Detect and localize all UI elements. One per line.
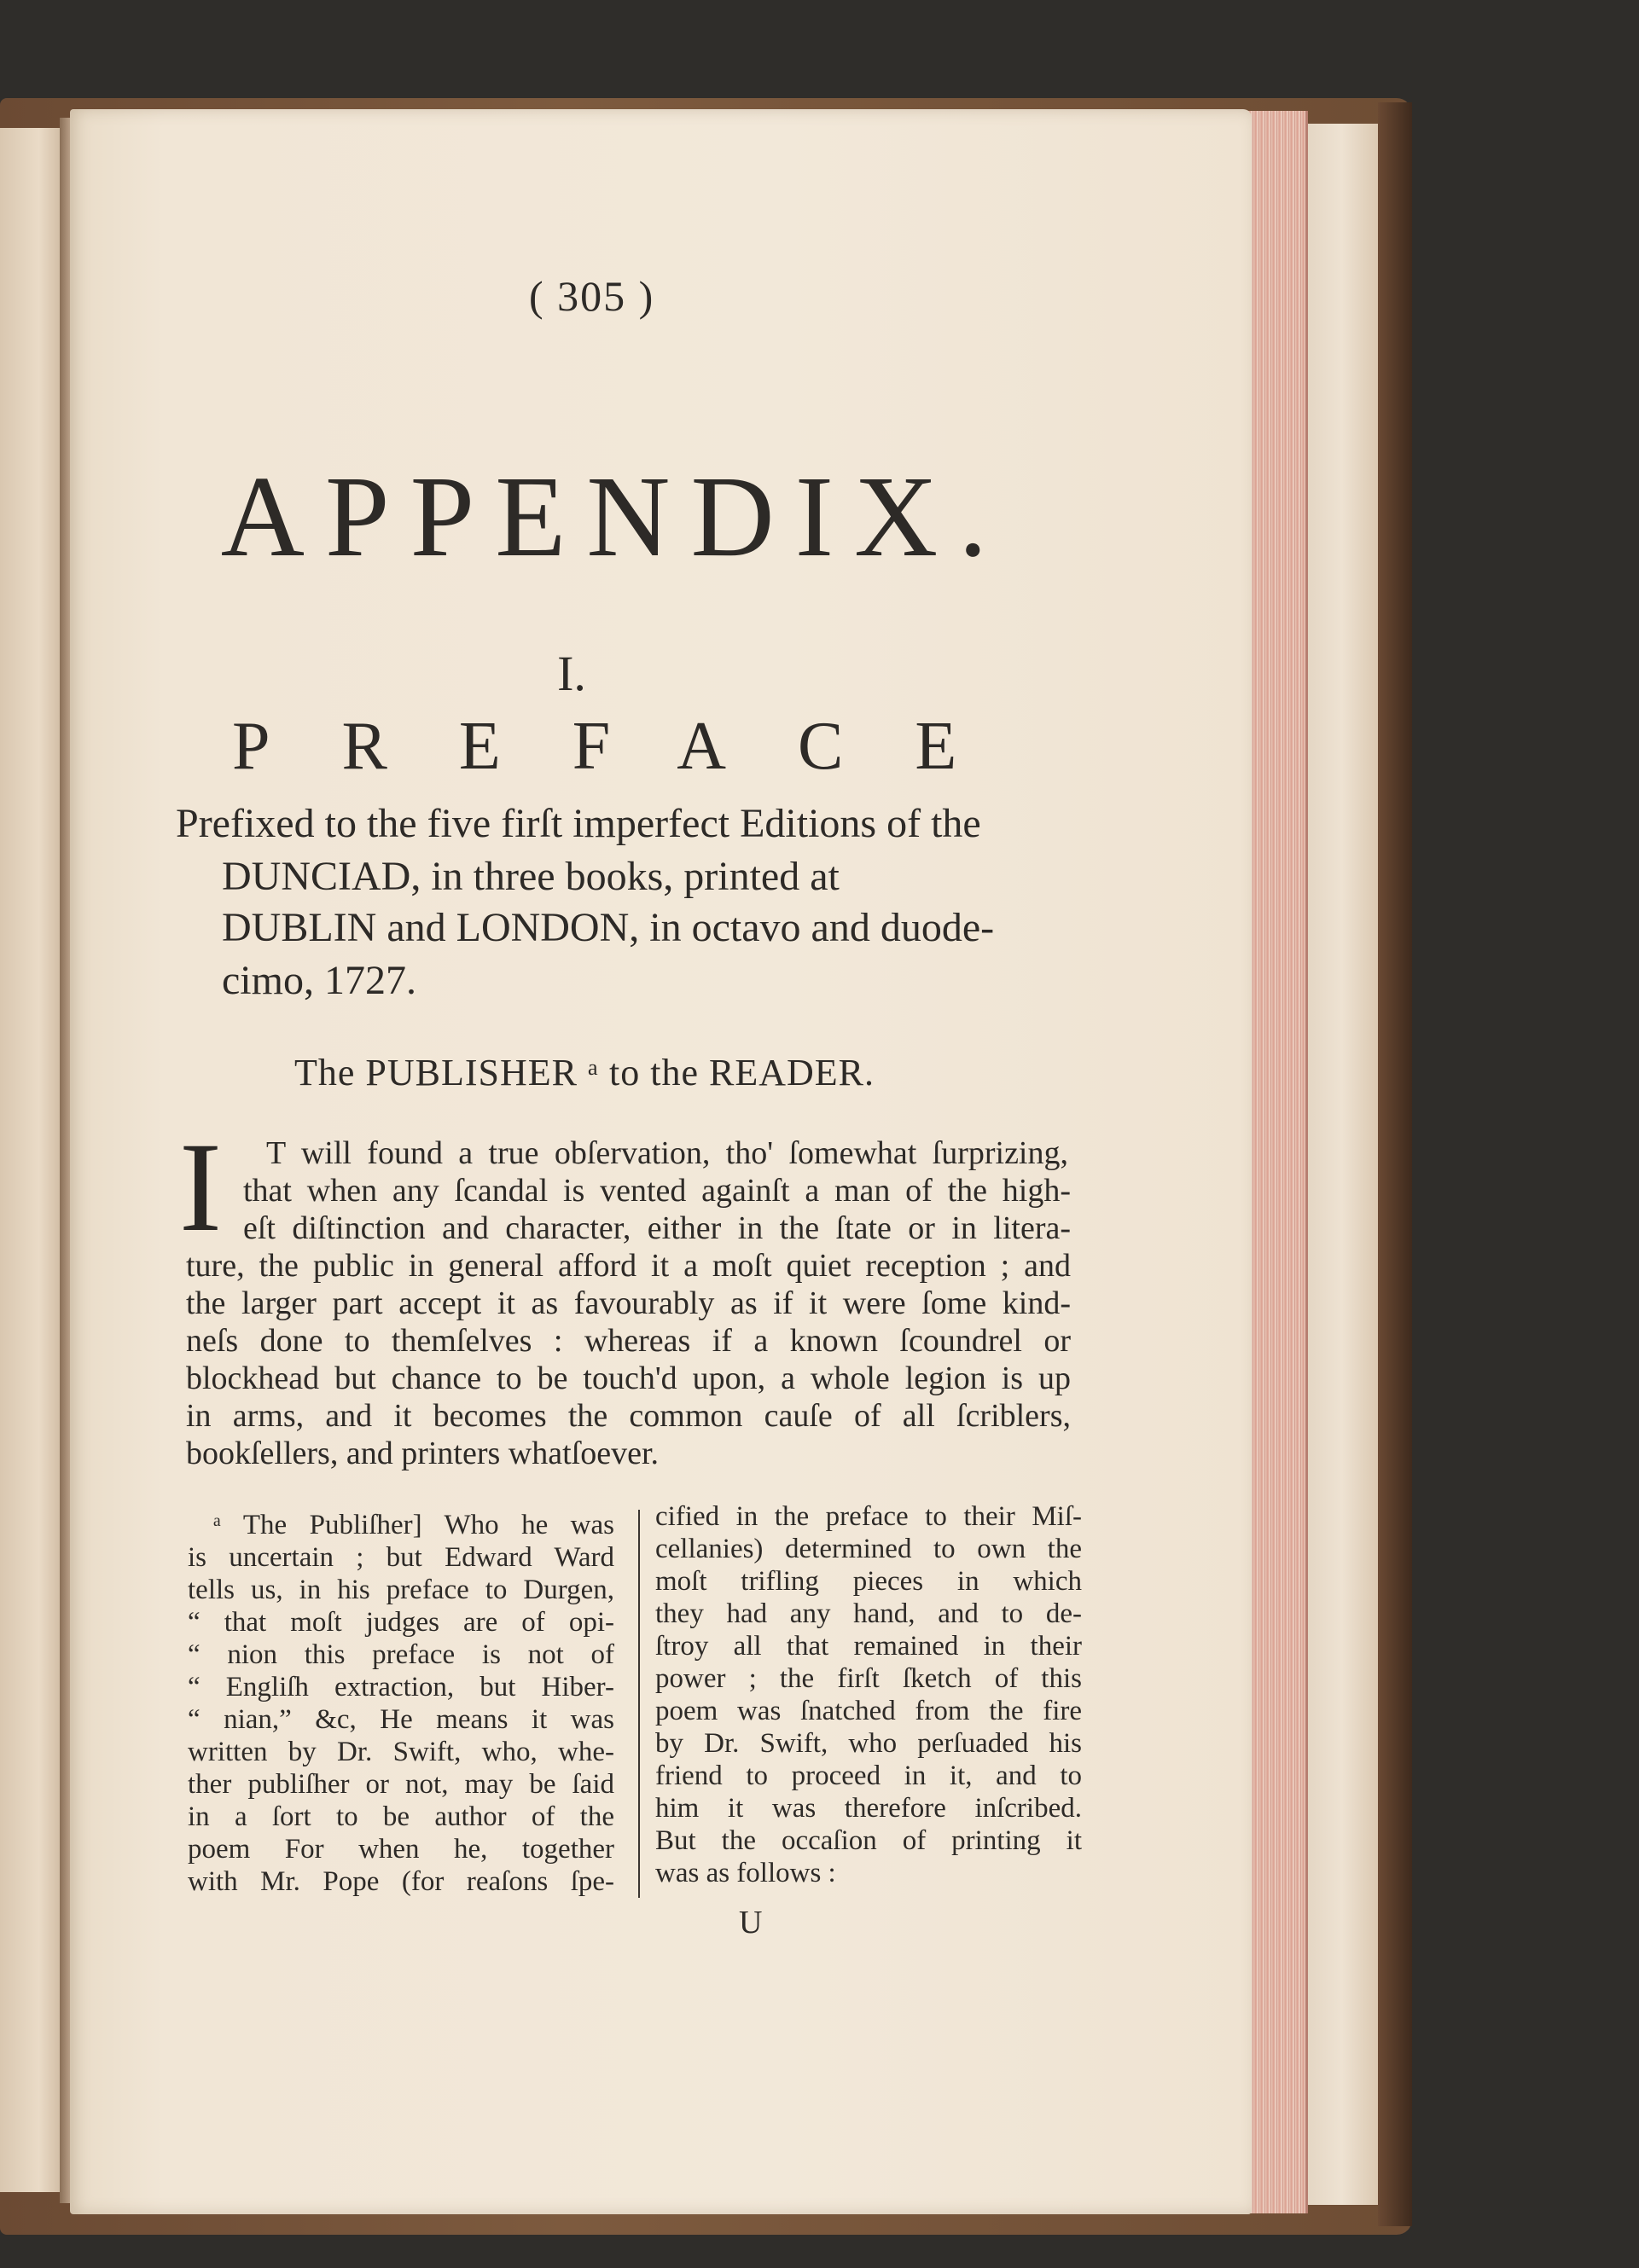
signature-mark: U: [739, 1905, 763, 1940]
footnote-line: “ nian,” &c, He means it was: [188, 1704, 614, 1735]
body-line: T will found a true obſervation, tho' ſomewhat ſurprizing,: [266, 1135, 1068, 1171]
page-number: ( 305 ): [529, 272, 655, 320]
back-leaf: [1301, 124, 1382, 2205]
body-line: in arms, and it becomes the common cauſe of all ſcriblers,: [186, 1398, 1071, 1434]
footnote-line: “ that moſt judges are of opi-: [188, 1607, 614, 1638]
footnote-line: But the occaſion of printing it: [655, 1825, 1082, 1856]
body-line: that when any ſcandal is vented againſt a man of the high-: [243, 1173, 1071, 1209]
footnote-line: tells us, in his preface to Durgen,: [188, 1575, 614, 1605]
footnote-line: poem was ſnatched from the fire: [655, 1696, 1082, 1726]
footnote-line: friend to proceed in it, and to: [655, 1760, 1082, 1791]
publisher-heading: The PUBLISHER ᵃ to the READER.: [294, 1052, 875, 1093]
footnote-line: was as follows :: [655, 1858, 836, 1888]
body-line: blockhead but chance to be touch'd upon, a whole legion is up: [186, 1360, 1071, 1396]
footnote-line: “ nion this preface is not of: [188, 1639, 614, 1670]
appendix-title: APPENDIX.: [220, 453, 1008, 581]
subtitle-line: Prefixed to the five firſt imperfect Editions of the: [176, 801, 981, 846]
footnote-line: by Dr. Swift, who perſuaded his: [655, 1728, 1082, 1759]
section-number: I.: [557, 646, 586, 701]
column-divider: [638, 1510, 640, 1898]
subtitle-line: DUNCIAD, in three books, printed at: [222, 854, 840, 899]
footnote-line: ther publiſher or not, may be ſaid: [188, 1769, 614, 1800]
drop-cap: I: [179, 1117, 222, 1258]
subtitle-line: DUBLIN and LONDON, in octavo and duode-: [222, 905, 995, 950]
footnote-line: they had any hand, and to de-: [655, 1598, 1082, 1629]
footnote-line: ᵃ The Publiſher] Who he was: [213, 1510, 614, 1540]
footnote-line: cified in the preface to their Miſ-: [655, 1501, 1082, 1532]
preface-title: PREFACE: [232, 709, 1029, 784]
footnote-line: him it was therefore inſcribed.: [655, 1793, 1082, 1824]
footnote-line: is uncertain ; but Edward Ward: [188, 1542, 614, 1573]
book-binding: [1378, 102, 1412, 2226]
body-line: eſt diſtinction and character, either in the ſtate or in litera-: [243, 1210, 1071, 1246]
body-line: ture, the public in general afford it a moſt quiet reception ; and: [186, 1248, 1071, 1284]
footnote-line: ſtroy all that remained in their: [655, 1631, 1082, 1662]
footnote-line: in a ſort to be author of the: [188, 1801, 614, 1832]
footnote-line: moſt trifling pieces in which: [655, 1566, 1082, 1597]
footnote-line: power ; the firſt ſketch of this: [655, 1663, 1082, 1694]
page-edges: [1247, 111, 1308, 2213]
footnote-line: written by Dr. Swift, who, whe-: [188, 1737, 614, 1767]
left-page-edge: [0, 128, 65, 2192]
body-line: bookſellers, and printers whatſoever.: [186, 1436, 660, 1471]
footnote-line: with Mr. Pope (for reaſons ſpe-: [188, 1866, 614, 1897]
body-line: the larger part accept it as favourably as if it were ſome kind-: [186, 1285, 1071, 1321]
footnote-line: cellanies) determined to own the: [655, 1534, 1082, 1564]
body-line: neſs done to themſelves : whereas if a known ſcoundrel or: [186, 1323, 1071, 1359]
footnote-line: “ Engliſh extraction, but Hiber-: [188, 1672, 614, 1702]
subtitle-line: cimo, 1727.: [222, 958, 416, 1003]
footnote-line: poem For when he, together: [188, 1834, 614, 1865]
